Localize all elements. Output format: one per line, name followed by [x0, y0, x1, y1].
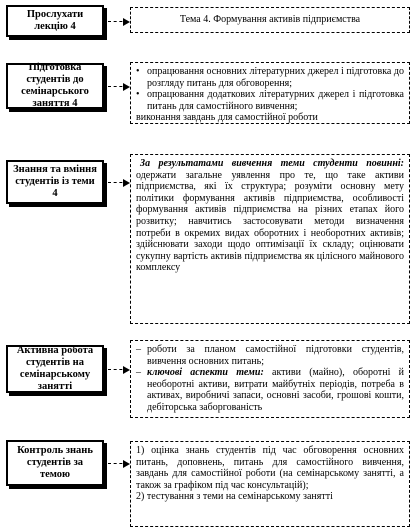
control-list [136, 445, 404, 503]
arrow-icon [108, 463, 128, 464]
content-box-active-work [130, 340, 410, 418]
knowledge-paragraph [136, 158, 404, 274]
label-active-work: Активна робота студентів на семінарському занятті [16, 345, 94, 392]
lecture-topic: Тема 4. Формування активів підприємства [179, 14, 361, 26]
list-item: • опрацювання основних літературних джерел і підготовка до розгляду питань для обговорення; [136, 66, 404, 89]
label-box-preparation [6, 63, 104, 109]
arrow-icon [108, 182, 128, 183]
label-control: Контроль знань студентів за темою [17, 445, 93, 480]
list-item [136, 367, 404, 413]
arrow-icon [108, 369, 128, 370]
content-box-preparation [130, 62, 410, 124]
knowledge-lead: За результатами вивчення теми студенти повинні: [140, 158, 404, 169]
key-aspects-lead: ключові аспекти теми: [147, 367, 264, 379]
knowledge-text: одержати загальне уявлення про те, що таке активи підприємства, які їх структура; розуміти основну мету політики формування активів підприємства, особливості формування активів підприємства на різних етапах його розвитку; навчитись застосовувати методи визначення потреби в окремих видах оборотних і необоротних активів; здійснювати заходи щодо оптимізації їх складу; оцінювати сукупну вартість активів підприємства як цілісного майнового комплексу [136, 169, 404, 274]
preparation-list [136, 66, 404, 124]
label-box-knowledge [6, 160, 104, 204]
label-lecture: Прослухати лекцію 4 [26, 9, 84, 32]
list-item: виконання завдань для самостійної роботи [136, 112, 318, 124]
list-item: – роботи за планом самостійної підготовки студентів, вивчення основних питань; [136, 344, 404, 367]
list-item: • опрацювання додаткових літературних джерел і підготовка питань для самостійного вивчення; [136, 89, 404, 112]
key-aspects-text: активи (майно), оборотні й необоротні активи, витрати майбутніх періодів, потреба в активах, виробничі запаси, основні засоби, грошові кошти, дебіторська заборгованість [147, 367, 404, 413]
list-item: 2) тестування з теми на семінарському занятті [136, 491, 333, 503]
label-knowledge: Знання та вміння студентів із теми 4 [13, 164, 97, 199]
label-box-active-work [6, 345, 104, 393]
arrow-icon [108, 86, 128, 87]
active-work-list [136, 344, 404, 414]
content-box-lecture [130, 7, 410, 33]
list-item: 1) оцінка знань студентів під час обговорення основних питань, доповнень, питань для самостійного вивчення, завдань для самостійної роботи (на семінарському занятті, а також за графіком під час консультацій); [136, 445, 404, 491]
content-box-control [130, 441, 410, 527]
label-preparation: Підготовка студентів до семінарського заняття 4 [21, 62, 89, 109]
content-box-knowledge [130, 154, 410, 324]
label-box-lecture [6, 5, 104, 37]
arrow-icon [108, 21, 128, 22]
label-box-control [6, 440, 104, 486]
